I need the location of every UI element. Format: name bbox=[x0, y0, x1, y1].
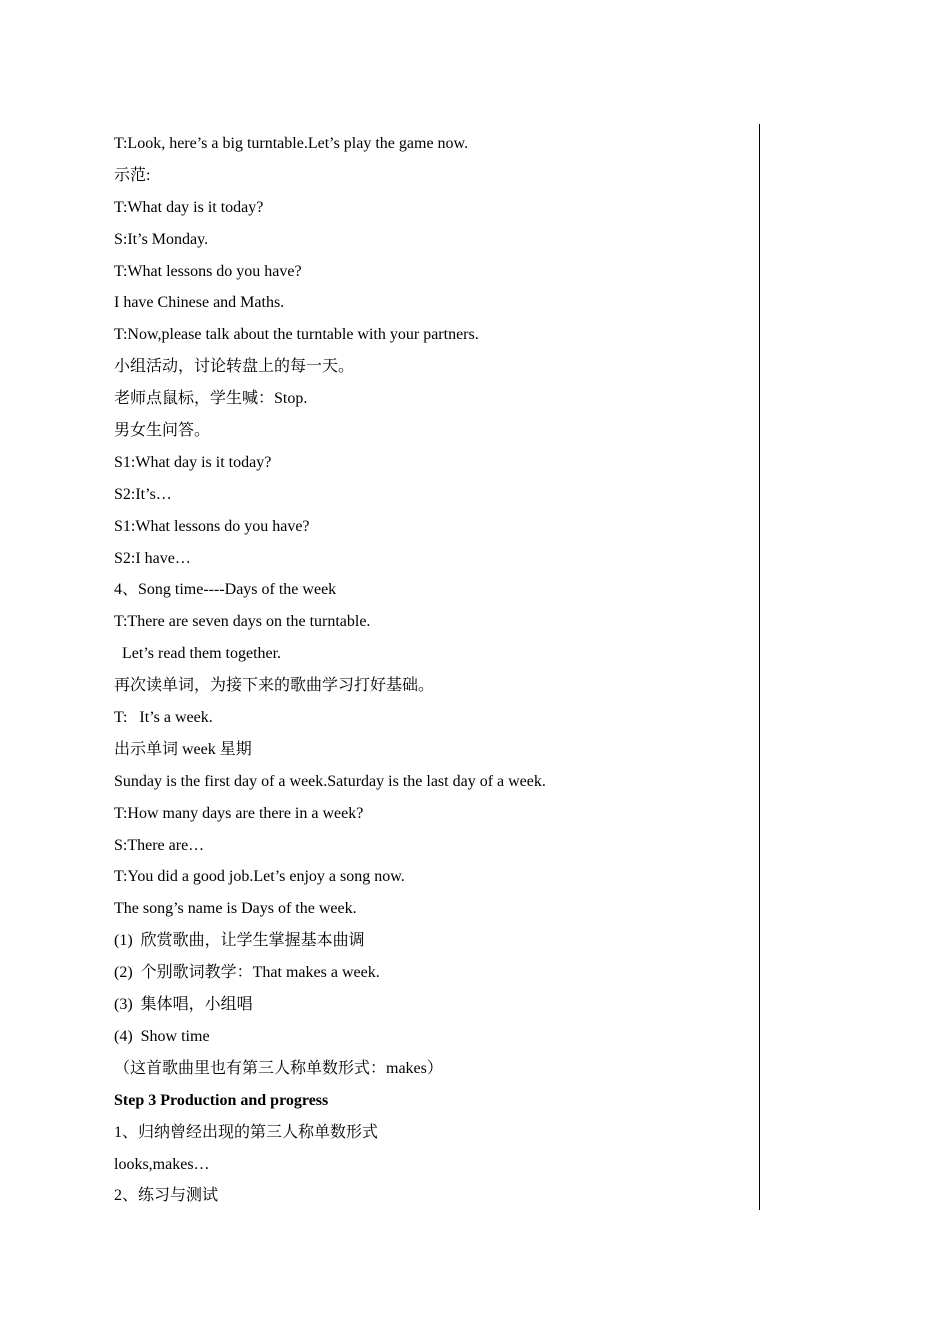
text-line: 小组活动，讨论转盘上的每一天。 bbox=[114, 358, 355, 376]
text-line: T:How many days are there in a week? bbox=[114, 804, 364, 822]
list-item: (3) 集体唱，小组唱 bbox=[114, 996, 253, 1014]
text-line: S2:It’s… bbox=[114, 485, 172, 503]
text-line: 示范: bbox=[114, 166, 151, 184]
text-line: T:What day is it today? bbox=[114, 198, 264, 216]
step-heading: Step 3 Production and progress bbox=[114, 1091, 329, 1109]
text-line: T:What lessons do you have? bbox=[114, 262, 302, 280]
text-line: I have Chinese and Maths. bbox=[114, 294, 285, 312]
text-line: S1:What lessons do you have? bbox=[114, 517, 310, 535]
text-line: Let’s read them together. bbox=[114, 645, 282, 663]
text-line: T:Look, here’s a big turntable.Let’s play the game now. bbox=[114, 135, 469, 152]
text-line: 出示单词 week 星期 bbox=[114, 740, 252, 758]
text-line: Sunday is the first day of a week.Saturday is the last day of a week. bbox=[114, 772, 546, 790]
document-body bbox=[114, 128, 754, 1212]
list-item: (2) 个别歌词教学：That makes a week. bbox=[114, 964, 380, 982]
text-line: 男女生问答。 bbox=[114, 422, 211, 440]
text-line: 2、练习与测试 bbox=[114, 1187, 219, 1205]
section-heading: 4、Song time----Days of the week bbox=[114, 581, 337, 599]
table-border-line bbox=[759, 124, 760, 1210]
text-line: S:It’s Monday. bbox=[114, 230, 209, 248]
text-line: T: It’s a week. bbox=[114, 709, 213, 727]
text-line: 1、归纳曾经出现的第三人称单数形式 bbox=[114, 1123, 379, 1141]
text-line: T:There are seven days on the turntable. bbox=[114, 613, 371, 631]
text-line: 老师点鼠标，学生喊：Stop. bbox=[114, 390, 308, 408]
list-item: (4) Show time bbox=[114, 1027, 210, 1045]
text-line: S1:What day is it today? bbox=[114, 453, 272, 471]
text-line: T:You did a good job.Let’s enjoy a song now. bbox=[114, 868, 405, 886]
text-line: 再次读单词，为接下来的歌曲学习打好基础。 bbox=[114, 677, 435, 695]
text-line: S2:I have… bbox=[114, 549, 191, 567]
list-item: (1) 欣赏歌曲，让学生掌握基本曲调 bbox=[114, 932, 365, 950]
text-line: T:Now,please talk about the turntable with your partners. bbox=[114, 326, 479, 344]
text-line: S:There are… bbox=[114, 836, 205, 854]
text-line: looks,makes… bbox=[114, 1155, 210, 1173]
text-line: （这首歌曲里也有第三人称单数形式：makes） bbox=[114, 1059, 443, 1077]
text-line: The song’s name is Days of the week. bbox=[114, 900, 357, 918]
